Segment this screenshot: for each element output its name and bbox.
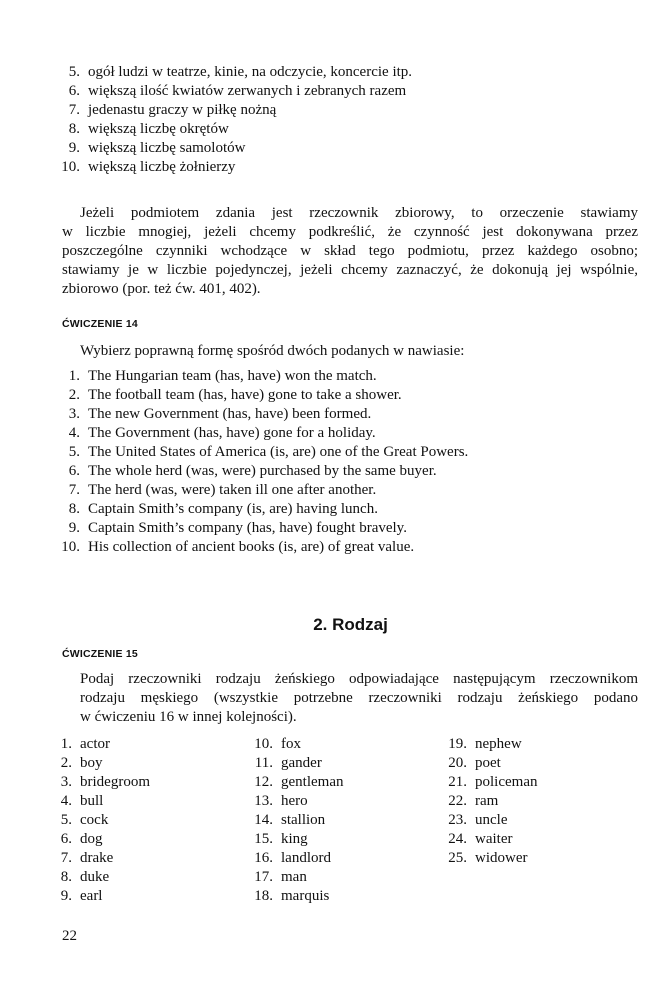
list-number: 3. — [60, 774, 72, 790]
list-item: większą liczbę okrętów — [88, 121, 229, 137]
list-number: 24. — [448, 831, 467, 847]
list-number: 1. — [60, 736, 72, 752]
list-number: 4. — [60, 793, 72, 809]
instruction-line: rodzaju męskiego (wszystkie potrzebne rzeczowniki rodzaju żeńskiego podano — [80, 690, 638, 706]
list-number: 17. — [254, 869, 273, 885]
list-item: ogół ludzi w teatrze, kinie, na odczycie, koncercie itp. — [88, 64, 413, 80]
list-number: 12. — [254, 774, 273, 790]
list-number: 6. — [60, 831, 72, 847]
exercise-14-instruction: Wybierz poprawną formę spośród dwóch podanych w nawiasie: — [80, 343, 465, 359]
section-title: 2. Rodzaj — [313, 615, 388, 634]
list-number: 5. — [60, 812, 72, 828]
list-number: 10. — [254, 736, 273, 752]
list-number: 5. — [68, 64, 80, 80]
list-number: 18. — [254, 888, 273, 904]
paragraph-line: poszczególne czynniki wchodzące w skład tego podmiotu, przez każdego osobno; — [62, 243, 638, 259]
list-item: bridegroom — [80, 774, 150, 790]
list-item: większą ilość kwiatów zerwanych i zebranych razem — [88, 83, 407, 99]
list-item: dog — [80, 831, 103, 847]
list-item: gander — [281, 755, 322, 771]
list-item: The new Government (has, have) been formed. — [88, 406, 372, 422]
list-item: policeman — [475, 774, 538, 790]
list-number: 7. — [68, 102, 80, 118]
list-item: Captain Smith’s company (has, have) fought bravely. — [88, 520, 407, 536]
list-item: drake — [80, 850, 114, 866]
list-item: bull — [80, 793, 104, 809]
list-number: 4. — [68, 425, 80, 441]
list-item: hero — [281, 793, 308, 809]
paragraph-line: zbiorowo (por. też ćw. 401, 402). — [62, 281, 261, 297]
list-number: 1. — [68, 368, 80, 384]
list-item: stallion — [281, 812, 326, 828]
list-number: 15. — [254, 831, 273, 847]
page-number: 22 — [62, 928, 77, 944]
list-number: 3. — [68, 406, 80, 422]
list-item: jedenastu graczy w piłkę nożną — [88, 102, 277, 118]
list-number: 6. — [68, 463, 80, 479]
list-number: 7. — [68, 482, 80, 498]
list-item: uncle — [475, 812, 508, 828]
list-item: landlord — [281, 850, 331, 866]
list-number: 14. — [254, 812, 273, 828]
list-item: fox — [281, 736, 301, 752]
list-number: 5. — [68, 444, 80, 460]
list-number: 2. — [68, 387, 80, 403]
paragraph-line: Jeżeli podmiotem zdania jest rzeczownik zbiorowy, to orzeczenie stawiamy — [80, 205, 638, 221]
list-item: Captain Smith’s company (is, are) having lunch. — [88, 501, 378, 517]
list-number: 23. — [448, 812, 467, 828]
list-item: man — [281, 869, 307, 885]
list-item: boy — [80, 755, 103, 771]
list-number: 7. — [60, 850, 72, 866]
list-item: duke — [80, 869, 110, 885]
exercise-15-heading: ĆWICZENIE 15 — [62, 648, 138, 660]
list-item: The Government (has, have) gone for a holiday. — [88, 425, 376, 441]
list-item: earl — [80, 888, 103, 904]
instruction-line: w ćwiczeniu 16 w innej kolejności). — [80, 709, 297, 725]
list-item: The herd (was, were) taken ill one after another. — [88, 482, 377, 498]
list-number: 13. — [254, 793, 273, 809]
list-number: 21. — [448, 774, 467, 790]
list-number: 9. — [68, 520, 80, 536]
list-item: The football team (has, have) gone to take a shower. — [88, 387, 402, 403]
list-item: actor — [80, 736, 110, 752]
list-item: ram — [475, 793, 499, 809]
list-number: 2. — [60, 755, 72, 771]
list-number: 8. — [68, 121, 80, 137]
list-number: 10. — [61, 159, 80, 175]
list-number: 11. — [254, 755, 273, 771]
paragraph-line: w liczbie mnogiej, jeżeli chcemy podkreślić, że czynność jest dokonywana przez — [62, 224, 638, 240]
list-item: waiter — [475, 831, 513, 847]
paragraph-line: stawiamy je w liczbie pojedynczej, jeżeli chcemy zaznaczyć, że dokonują jej wspólnie, — [62, 262, 638, 278]
list-number: 8. — [60, 869, 72, 885]
list-number: 16. — [254, 850, 273, 866]
list-item: większą liczbę samolotów — [88, 140, 246, 156]
list-item: The Hungarian team (has, have) won the match. — [88, 368, 377, 384]
list-item: gentleman — [281, 774, 344, 790]
list-number: 8. — [68, 501, 80, 517]
list-item: The whole herd (was, were) purchased by the same buyer. — [88, 463, 437, 479]
list-item: marquis — [281, 888, 330, 904]
list-item: king — [281, 831, 308, 847]
list-item: cock — [80, 812, 109, 828]
list-number: 19. — [448, 736, 467, 752]
list-number: 9. — [60, 888, 72, 904]
list-number: 6. — [68, 83, 80, 99]
list-number: 20. — [448, 755, 467, 771]
list-item: widower — [475, 850, 528, 866]
list-number: 10. — [61, 539, 80, 555]
list-item: poet — [475, 755, 501, 771]
list-number: 25. — [448, 850, 467, 866]
list-item: His collection of ancient books (is, are) of great value. — [88, 539, 415, 555]
list-item: większą liczbę żołnierzy — [88, 159, 236, 175]
instruction-line: Podaj rzeczowniki rodzaju żeńskiego odpowiadające następującym rzeczownikom — [80, 671, 638, 687]
list-item: nephew — [475, 736, 522, 752]
list-number: 9. — [68, 140, 80, 156]
list-item: The United States of America (is, are) one of the Great Powers. — [88, 444, 469, 460]
list-number: 22. — [448, 793, 467, 809]
exercise-14-heading: ĆWICZENIE 14 — [62, 318, 138, 330]
